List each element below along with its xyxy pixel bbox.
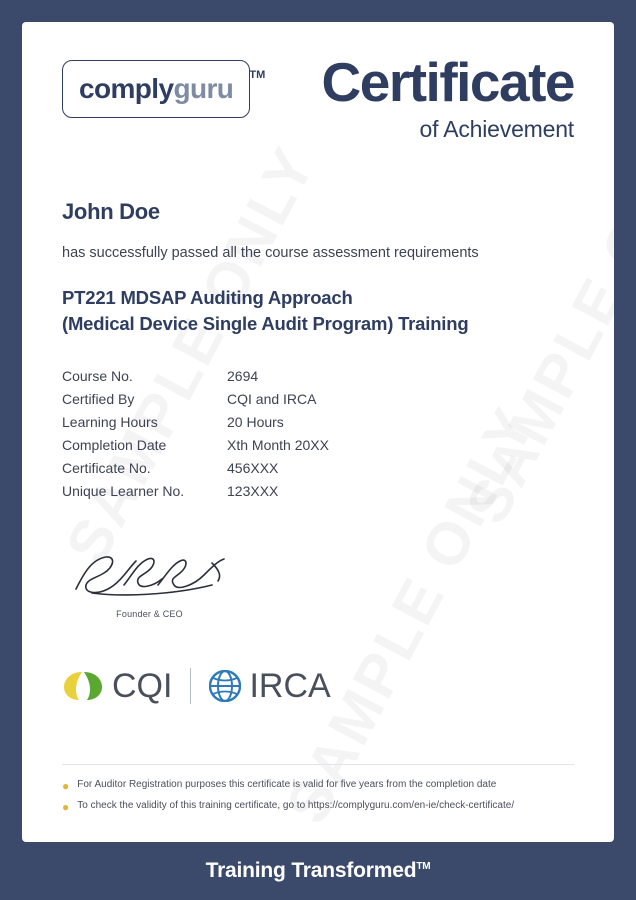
table-row — [62, 388, 329, 411]
footer-tagline-text: Training Transformed — [205, 859, 417, 882]
complyguru-logo — [62, 60, 266, 118]
certificate-title-block — [321, 51, 574, 143]
detail-value: Xth Month 20XX — [227, 437, 329, 454]
footnote-text: To check the validity of this training certificate, go to https://complyguru.com/en-ie/check-certificate/ — [77, 799, 515, 811]
bullet-icon: ● — [62, 799, 70, 814]
certificate-subtitle: of Achievement — [419, 115, 574, 142]
signature-icon — [62, 545, 237, 605]
detail-label: Unique Learner No. — [62, 483, 185, 500]
page-title: Certificate — [321, 51, 574, 113]
signature-block — [62, 545, 237, 619]
accreditation-logos — [62, 667, 574, 706]
detail-label: Certificate No. — [62, 460, 151, 477]
footer-trademark-symbol: TM — [416, 861, 431, 872]
table-row — [62, 434, 329, 457]
certificate-content — [22, 22, 614, 813]
detail-value: 456XXX — [227, 460, 279, 477]
logo-comply-text: comply — [79, 73, 174, 104]
certificate-details-table — [62, 365, 329, 503]
certificate-card — [22, 22, 614, 842]
cqi-leaf-icon — [62, 670, 104, 702]
logo-guru-text: guru — [173, 73, 234, 104]
table-row — [62, 365, 329, 388]
logo-trademark-symbol: TM — [249, 69, 266, 81]
table-row — [62, 411, 329, 434]
list-item — [62, 779, 574, 792]
detail-label: Certified By — [62, 391, 135, 408]
certificate-footnotes — [62, 764, 574, 813]
footnote-text: For Auditor Registration purposes this certificate is valid for five years from the completion date — [77, 778, 497, 790]
logo-wordmark — [79, 75, 233, 103]
detail-label: Learning Hours — [62, 414, 158, 431]
course-title-line-1: PT221 MDSAP Auditing Approach — [62, 286, 353, 308]
achievement-statement: has successfully passed all the course assessment requirements — [62, 244, 479, 261]
detail-value: 20 Hours — [227, 414, 284, 431]
list-item — [62, 800, 574, 813]
globe-icon — [209, 670, 241, 702]
table-row — [62, 457, 329, 480]
detail-value: 123XXX — [227, 483, 279, 500]
cqi-label: CQI — [112, 666, 173, 705]
certificate-header — [22, 22, 614, 143]
footer-banner — [0, 842, 636, 900]
accreditation-divider — [190, 668, 191, 704]
certificate-body — [22, 199, 614, 813]
table-row — [62, 480, 329, 503]
detail-label: Completion Date — [62, 437, 167, 454]
footer-tagline — [206, 859, 431, 883]
bullet-icon: ● — [62, 778, 70, 793]
course-title-line-2: (Medical Device Single Audit Program) Training — [62, 312, 469, 334]
detail-label: Course No. — [62, 368, 133, 385]
recipient-name: John Doe — [62, 198, 160, 224]
irca-label: IRCA — [249, 666, 331, 705]
detail-value: CQI and IRCA — [227, 391, 317, 408]
course-title — [62, 285, 574, 337]
detail-value: 2694 — [227, 368, 259, 385]
signature-caption: Founder & CEO — [116, 608, 183, 619]
